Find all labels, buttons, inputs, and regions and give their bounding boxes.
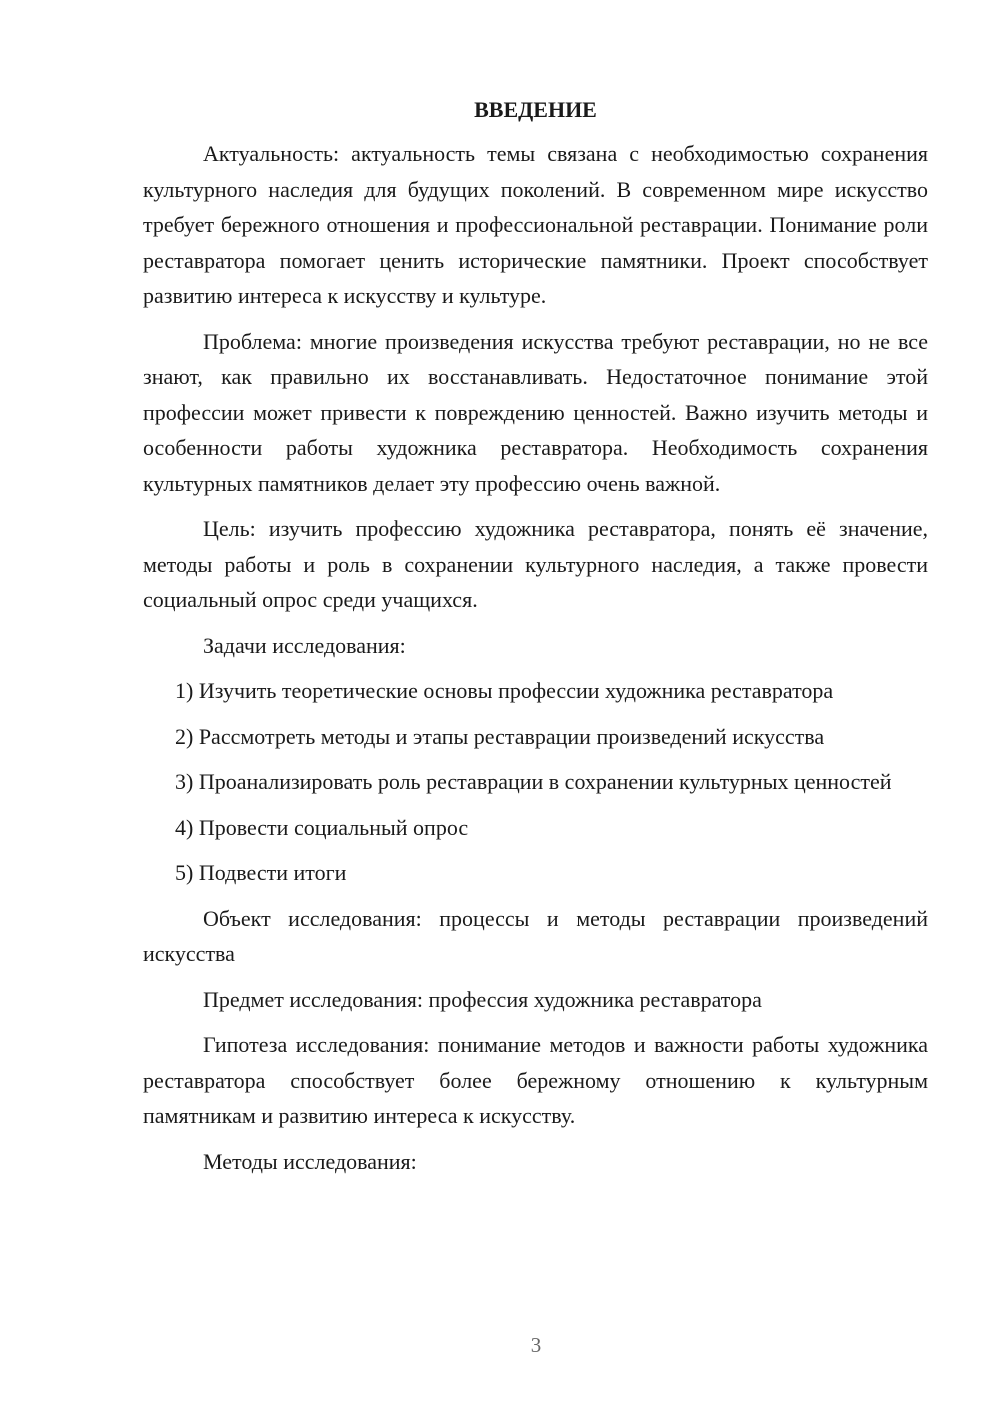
methods-heading: Методы исследования:: [203, 1148, 417, 1174]
subject-paragraph: Предмет исследования: профессия художника реставратора: [203, 986, 762, 1012]
problem-paragraph: Проблема: многие произведения искусства требуют реставрации, но не все знают, как правильно их восстанавливать. Недостаточное понимание этой профессии может привести к повреждению ценностей. Важно изучить методы и особенности работы художника реставратора. Необходимость сохранения культурных памятников делает эту профессию очень важной.: [143, 328, 928, 496]
goal-paragraph: Цель: изучить профессию художника реставратора, понять её значение, методы работы и роль в сохранении культурного наследия, а также провести социальный опрос среди учащихся.: [143, 516, 928, 612]
task-item-5: 5) Подвести итоги: [175, 860, 347, 885]
relevance-paragraph: Актуальность: актуальность темы связана с необходимостью сохранения культурного наследия для будущих поколений. В современном мире искусство требует бережного отношения и профессиональной реставрации. Понимание роли реставратора помогает ценить исторические памятники. Проект способствует развитию интереса к искусству и культуре.: [143, 141, 928, 308]
object-paragraph: Объект исследования: процессы и методы реставрации произведений искусства: [143, 905, 928, 966]
document-page: [143, 94, 928, 1189]
task-item-2: 2) Рассмотреть методы и этапы реставрации произведений искусства: [175, 723, 825, 749]
task-item-4: 4) Провести социальный опрос: [175, 814, 469, 840]
task-item-3: 3) Проанализировать роль реставрации в сохранении культурных ценностей: [175, 769, 892, 794]
task-item-1: 1) Изучить теоретические основы профессии художника реставратора: [175, 678, 834, 703]
tasks-heading: Задачи исследования:: [203, 632, 406, 658]
page-number: 3: [530, 1333, 542, 1357]
section-title: ВВЕДЕНИЕ: [474, 97, 597, 122]
hypothesis-paragraph: Гипотеза исследования: понимание методов и важности работы художника реставратора способствует более бережному отношению к культурным памятникам и развитию интереса к искусству.: [143, 1032, 928, 1128]
